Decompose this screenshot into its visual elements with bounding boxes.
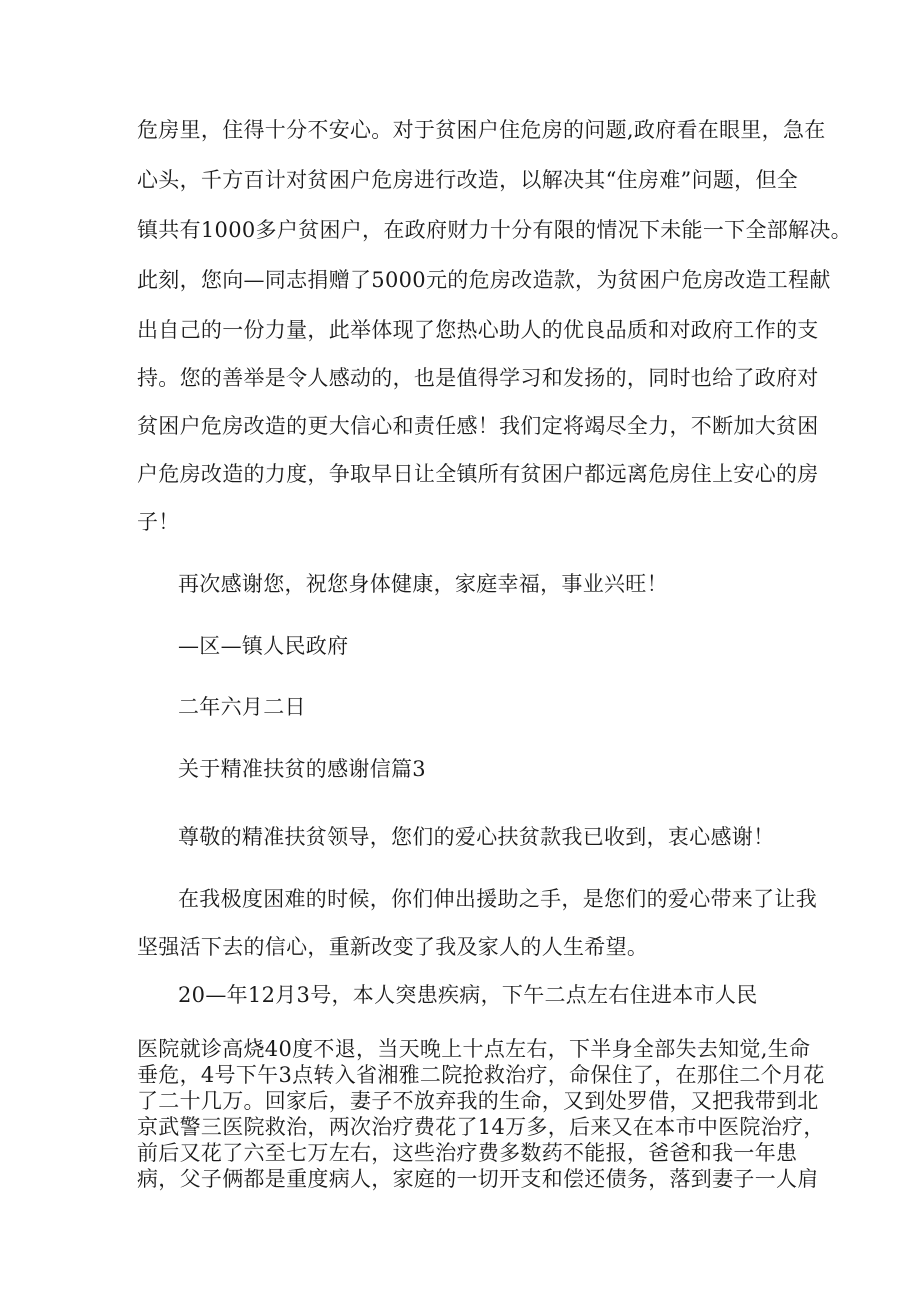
paragraph-line: 在我极度困难的时候，你们伸出援助之手，是您们的爱心带来了让我 <box>178 887 817 911</box>
paragraph-line: 前后又花了六至七万左右，这些治疗费多数药不能报，爸爸和我一年患 <box>137 1141 798 1165</box>
paragraph-line: 垂危，4号下午3点转入省湘雅二院抢救治疗，命保住了，在那住二个月花 <box>137 1063 825 1087</box>
paragraph-line: 危房里，住得十分不安心。对于贫困户住危房的问题,政府看在眼里，急在 <box>137 118 826 142</box>
paragraph-line: 病，父子俩都是重度病人，家庭的一切开支和偿还债务，落到妻子一人肩 <box>137 1167 819 1191</box>
paragraph-line: 贫困户危房改造的更大信心和责任感！我们定将竭尽全力，不断加大贫困 <box>137 414 819 438</box>
closing-wishes: 再次感谢您，祝您身体健康，家庭幸福，事业兴旺！ <box>178 572 668 596</box>
paragraph-line: 心头，千方百计对贫困户危房进行改造，以解决其“住房难”问题，但全 <box>137 168 799 192</box>
paragraph-line: 户危房改造的力度，争取早日让全镇所有贫困户都远离危房住上安心的房 <box>137 462 819 486</box>
paragraph-line: 医院就诊高烧40度不退，当天晚上十点左右，下半身全部失去知觉,生命 <box>137 1037 811 1061</box>
greeting: 尊敬的精准扶贫领导，您们的爱心扶贫款我已收到，衷心感谢！ <box>178 825 775 849</box>
paragraph-3-first-line: 20—年12月3号，本人突患疾病，下午二点左右住进本市人民 <box>178 983 758 1007</box>
paragraph-line: 持。您的善举是令人感动的，也是值得学习和发扬的，同时也给了政府对 <box>137 366 819 390</box>
paragraph-line: 京武警三医院救治，两次治疗费花了14万多，后来又在本市中医院治疗， <box>137 1115 825 1139</box>
date: 二年六月二日 <box>178 695 306 719</box>
section-title: 关于精准扶贫的感谢信篇3 <box>178 757 426 781</box>
paragraph-line: 出自己的一份力量，此举体现了您热心助人的优良品质和对政府工作的支 <box>137 318 819 342</box>
paragraph-line: 子！ <box>137 510 180 534</box>
signature: —区—镇人民政府 <box>178 634 349 658</box>
paragraph-line: 坚强活下去的信心，重新改变了我及家人的人生希望。 <box>137 935 649 959</box>
paragraph-line: 镇共有1000多户贫困户，在政府财力十分有限的情况下未能一下全部解决。 <box>137 218 852 242</box>
paragraph-line: 此刻，您向—同志捐赠了5000元的危房改造款，为贫困户危房改造工程献 <box>137 268 831 292</box>
paragraph-line: 了二十几万。回家后，妻子不放弃我的生命，又到处罗借，又把我带到北 <box>137 1089 819 1113</box>
